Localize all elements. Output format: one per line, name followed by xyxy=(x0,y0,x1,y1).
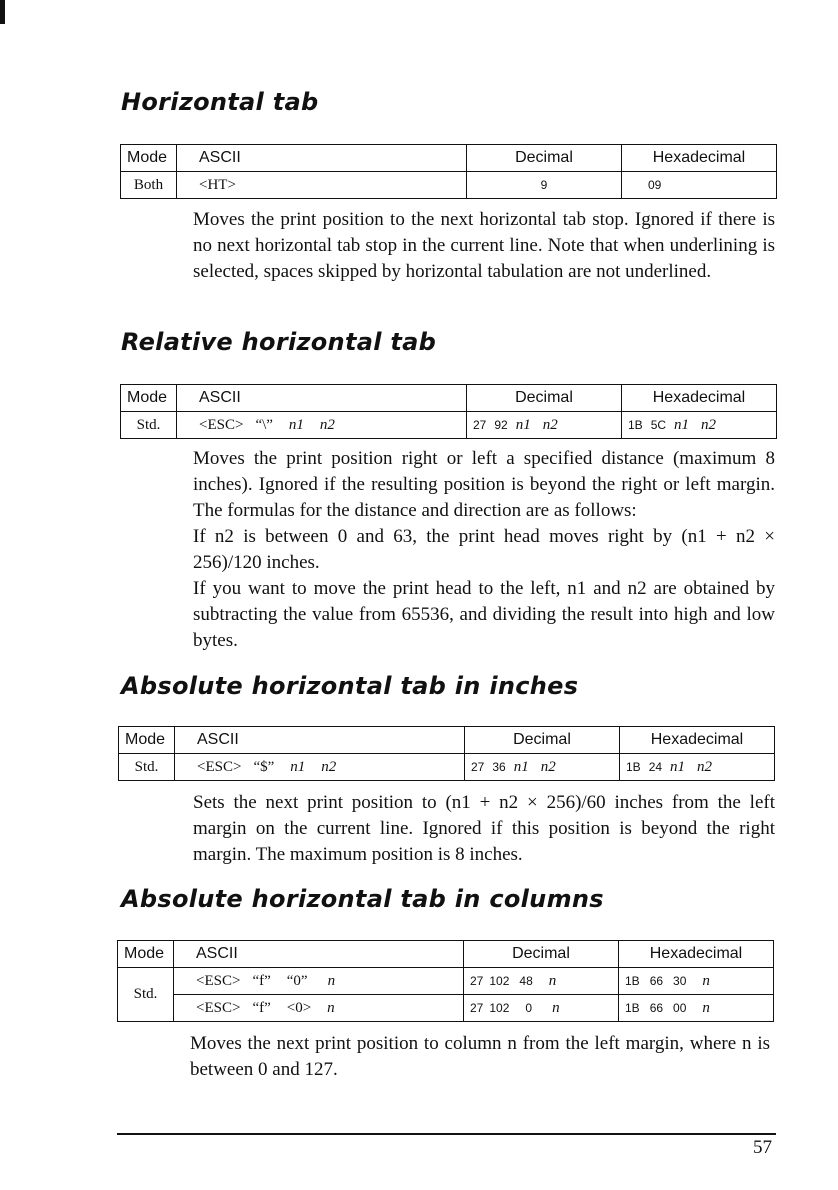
decimal-token: 27 xyxy=(471,759,485,774)
table-row xyxy=(121,412,777,439)
ascii-cell xyxy=(177,172,467,199)
hex-token: 30 xyxy=(673,973,687,988)
decimal-param: n1 xyxy=(515,416,531,433)
section-title-relative-horizontal-tab: Relative horizontal tab xyxy=(121,328,437,356)
command-table-horizontal-tab xyxy=(120,144,777,199)
table-row xyxy=(118,995,774,1022)
section-title-absolute-horizontal-tab-inches: Absolute horizontal tab in inches xyxy=(121,672,579,700)
mode-cell: Std. xyxy=(118,968,174,1022)
header-decimal: Decimal xyxy=(467,385,622,412)
table-header-row xyxy=(118,941,774,968)
header-decimal: Decimal xyxy=(465,727,620,754)
decimal-cell xyxy=(467,172,622,199)
ascii-param: n1 xyxy=(288,416,304,433)
ascii-cell xyxy=(174,995,464,1022)
ascii-cell xyxy=(175,754,465,781)
header-hexadecimal: Hexadecimal xyxy=(622,145,777,172)
decimal-cell xyxy=(465,754,620,781)
decimal-param: n2 xyxy=(542,416,558,433)
ascii-token: “f” xyxy=(252,972,271,989)
header-mode: Mode xyxy=(119,727,175,754)
ascii-token: <ESC> xyxy=(197,758,242,775)
section-description xyxy=(193,207,775,285)
mode-cell: Std. xyxy=(119,754,175,781)
page-number: 57 xyxy=(753,1137,772,1158)
header-ascii: ASCII xyxy=(177,385,467,412)
paragraph: Moves the next print position to column n from the left margin, where n is between 0 and 127. xyxy=(190,1033,770,1080)
hex-token: 5C xyxy=(650,417,667,432)
hex-param: n2 xyxy=(697,758,713,775)
decimal-cell xyxy=(464,995,619,1022)
ascii-param: n2 xyxy=(319,416,335,433)
section-title-horizontal-tab: Horizontal tab xyxy=(121,88,319,116)
header-mode: Mode xyxy=(118,941,174,968)
command-table-absolute-tab-columns xyxy=(117,940,774,1022)
header-mode: Mode xyxy=(121,145,177,172)
hex-param: n2 xyxy=(701,416,717,433)
section-description xyxy=(193,790,775,868)
hex-token: 1B xyxy=(626,759,641,774)
hex-token: 09 xyxy=(648,178,662,192)
decimal-token: 36 xyxy=(492,759,506,774)
command-table-relative-horizontal-tab xyxy=(120,384,777,439)
decimal-param: n1 xyxy=(513,758,529,775)
hex-param: n1 xyxy=(674,416,690,433)
ascii-token: “\” xyxy=(255,416,273,433)
table-row xyxy=(118,968,774,995)
mode-cell: Std. xyxy=(121,412,177,439)
hex-token: 24 xyxy=(648,759,663,774)
header-ascii: ASCII xyxy=(175,727,465,754)
header-mode: Mode xyxy=(121,385,177,412)
decimal-token: 27 xyxy=(473,417,487,432)
paragraph: Moves the print position to the next horizontal tab stop. Ignored if there is no next horizontal tab stop in the current line. Note that when underlining is selected, spaces skipped by horizontal tabulation are not underlined. xyxy=(193,209,775,282)
hex-cell xyxy=(619,968,774,995)
ascii-token: <ESC> xyxy=(199,416,244,433)
decimal-token: 102 xyxy=(489,1000,510,1015)
hex-token: 1B xyxy=(628,417,643,432)
ascii-param: n1 xyxy=(290,758,306,775)
decimal-token: 9 xyxy=(540,178,548,192)
decimal-token: 102 xyxy=(489,973,510,988)
footer-rule xyxy=(117,1133,776,1135)
hex-cell xyxy=(619,995,774,1022)
ascii-token: “$” xyxy=(253,758,275,775)
hex-param: n xyxy=(702,999,710,1016)
ascii-token: <HT> xyxy=(199,176,236,193)
decimal-param: n2 xyxy=(540,758,556,775)
header-decimal: Decimal xyxy=(467,145,622,172)
paragraph: Moves the print position right or left a specified distance (maximum 8 inches). Ignored if the resulting position is beyond the right or left margin. The formulas for the distance and direction are as follows: xyxy=(193,448,775,521)
decimal-token: 27 xyxy=(470,973,484,988)
hex-token: 00 xyxy=(673,1000,687,1015)
ascii-token: <0> xyxy=(286,999,312,1016)
ascii-param: n xyxy=(327,999,335,1016)
ascii-cell xyxy=(177,412,467,439)
table-header-row xyxy=(121,145,777,172)
section-title-absolute-horizontal-tab-columns: Absolute horizontal tab in columns xyxy=(121,885,604,913)
ascii-param: n xyxy=(327,972,336,989)
scan-edge-mark xyxy=(0,0,5,24)
hex-cell xyxy=(622,172,777,199)
hex-token: 1B xyxy=(625,1000,640,1015)
paragraph: Sets the next print position to (n1 + n2 × 256)/60 inches from the left margin on the current line. Ignored if this position is beyond the right margin. The maximum position is 8 inches. xyxy=(193,792,775,865)
ascii-token: <ESC> xyxy=(196,972,241,989)
ascii-token: “0” xyxy=(286,972,308,989)
decimal-token: 0 xyxy=(525,1000,533,1015)
mode-cell: Both xyxy=(121,172,177,199)
decimal-token: 92 xyxy=(494,417,508,432)
ascii-cell xyxy=(174,968,464,995)
table-header-row xyxy=(119,727,775,754)
header-decimal: Decimal xyxy=(464,941,619,968)
table-row xyxy=(121,172,777,199)
decimal-param: n xyxy=(548,972,557,989)
header-hexadecimal: Hexadecimal xyxy=(619,941,774,968)
table-header-row xyxy=(121,385,777,412)
hex-param: n1 xyxy=(670,758,686,775)
decimal-token: 27 xyxy=(470,1000,484,1015)
ascii-param: n2 xyxy=(321,758,337,775)
header-ascii: ASCII xyxy=(177,145,467,172)
paragraph: If n2 is between 0 and 63, the print head moves right by (n1 + n2 × 256)/120 inches. xyxy=(193,526,775,573)
ascii-token: <ESC> xyxy=(196,999,241,1016)
decimal-cell xyxy=(467,412,622,439)
section-description xyxy=(190,1031,770,1083)
ascii-token: “f” xyxy=(252,999,271,1016)
header-hexadecimal: Hexadecimal xyxy=(622,385,777,412)
hex-param: n xyxy=(702,972,710,989)
header-hexadecimal: Hexadecimal xyxy=(620,727,775,754)
command-table-absolute-tab-inches xyxy=(118,726,775,781)
decimal-cell xyxy=(464,968,619,995)
hex-cell xyxy=(620,754,775,781)
section-description xyxy=(193,446,775,654)
hex-token: 66 xyxy=(649,1000,664,1015)
hex-token: 66 xyxy=(649,973,664,988)
hex-token: 1B xyxy=(625,973,640,988)
decimal-token: 48 xyxy=(519,973,533,988)
paragraph: If you want to move the print head to the left, n1 and n2 are obtained by subtracting the value from 65536, and dividing the result into high and low bytes. xyxy=(193,578,775,651)
header-ascii: ASCII xyxy=(174,941,464,968)
hex-cell xyxy=(622,412,777,439)
table-row xyxy=(119,754,775,781)
decimal-param: n xyxy=(552,999,560,1016)
